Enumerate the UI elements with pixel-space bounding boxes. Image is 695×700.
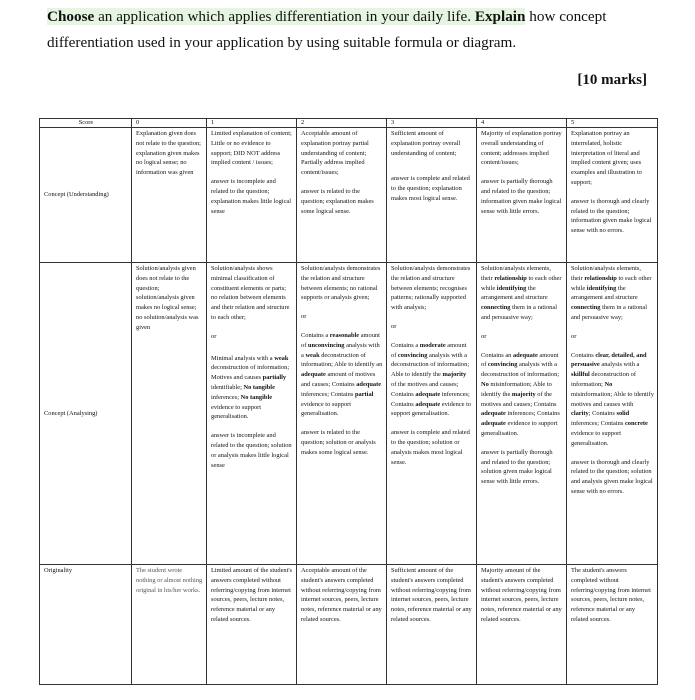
emphasis: identifying bbox=[496, 284, 527, 292]
text: inferences; Contains bbox=[505, 410, 560, 418]
text: amount of bbox=[391, 341, 467, 359]
emphasis: adequate bbox=[356, 380, 382, 388]
text: Solution/analysis elements, their bbox=[571, 265, 641, 282]
cell-text: Explanation portray an interrelated, holistic interpretation of literal and implied content given; uses examples and illustration to support; bbox=[571, 130, 642, 186]
emphasis: weak bbox=[274, 354, 289, 362]
question-keyword-explain: Explain bbox=[474, 8, 526, 25]
text: misinformation; Able to identify motives and causes with bbox=[571, 390, 654, 408]
cell-text: The student's answers completed without referring/copying from internet sources, peers, lecture notes, reference material or any related sources. bbox=[571, 567, 651, 623]
cell-originality-3 bbox=[387, 565, 477, 685]
emphasis: adequate bbox=[512, 351, 538, 359]
text: analysis with a deconstruction of information; Able to identify the bbox=[391, 351, 470, 379]
emphasis: No tangible bbox=[243, 383, 275, 391]
emphasis: partially bbox=[262, 374, 287, 382]
cell-understanding-4 bbox=[477, 128, 567, 263]
score-header-row bbox=[40, 119, 658, 128]
text: them in a rational and persuasive way; bbox=[481, 304, 557, 321]
cell-text: Limited explanation of content; Little or no evidence to support; DID NOT address implied content / issues; bbox=[211, 130, 292, 167]
emphasis: clear, detailed, and persuasive bbox=[571, 351, 647, 369]
cell-originality-4 bbox=[477, 565, 567, 685]
emphasis: No bbox=[604, 380, 613, 388]
text: analysis with a bbox=[301, 341, 380, 359]
row-understanding bbox=[40, 128, 658, 263]
cell-understanding-3 bbox=[387, 128, 477, 263]
cell-understanding-1 bbox=[207, 128, 297, 263]
question-text bbox=[47, 4, 657, 56]
emphasis: partial bbox=[354, 390, 374, 398]
emphasis: identifying bbox=[586, 284, 617, 292]
text: deconstruction of information; Able to identify an bbox=[301, 351, 383, 369]
question-part-1: an application which applies differentiation in your daily life. bbox=[94, 8, 475, 25]
text: inferences; Contains bbox=[391, 390, 470, 408]
emphasis: concrete bbox=[624, 420, 648, 428]
question-keyword-choose: Choose bbox=[47, 8, 95, 25]
text: deconstruction of information; Motives and causes bbox=[211, 364, 290, 382]
cell-text: Majority amount of the student's answers completed without referring/copying from internet sources, peers, lecture notes, reference material or any related sources. bbox=[481, 567, 562, 623]
text: evidence to support generalisation. bbox=[481, 420, 558, 437]
criterion-analysing-label: Concept (Analysing) bbox=[40, 263, 132, 565]
cell-text: Solution/analysis shows minimal classification of constituent elements or parts; no relation between elements and their relation and structure to each other; bbox=[211, 265, 290, 321]
marks-label: [10 marks] bbox=[577, 72, 647, 88]
cell-text: Explanation given does not relate to the question; explanation given makes no logical sense; no information was given bbox=[136, 130, 201, 177]
text: Contains a bbox=[301, 331, 330, 339]
cell-text: answer is complete and related to the question; solution or analysis makes most logical sense. bbox=[391, 429, 470, 466]
emphasis: weak bbox=[305, 351, 320, 359]
text: Solution/analysis elements, their bbox=[481, 265, 551, 282]
text: analysis with a deconstruction of information; bbox=[481, 361, 560, 379]
text: evidence to support generalisation. bbox=[301, 400, 352, 418]
text: Contains a bbox=[391, 341, 420, 349]
cell-analysing-2 bbox=[297, 263, 387, 565]
text: deconstruction of information; bbox=[571, 371, 636, 388]
cell-understanding-0 bbox=[132, 128, 207, 263]
cell-text: Sufficient amount of explanation portray overall understanding of content; bbox=[391, 130, 461, 157]
cell-text: answer is thorough and clearly related to the question; information given make logical sense with no errors. bbox=[571, 197, 652, 235]
text: the arrangement and structure bbox=[571, 284, 638, 302]
or-separator: or bbox=[301, 313, 307, 321]
criterion-originality-label: Originality bbox=[40, 565, 132, 685]
cell-text: Solution/analysis demonstrates the relation and structure between elements; no rational supports or analysis given; bbox=[301, 265, 381, 302]
text: evidence to support generalisation. bbox=[211, 403, 262, 421]
cell-originality-2 bbox=[297, 565, 387, 685]
or-separator: or bbox=[391, 322, 397, 330]
emphasis: reasonable bbox=[329, 331, 360, 339]
emphasis: majority bbox=[442, 371, 467, 379]
text: misinformation; Able to identify the bbox=[481, 380, 552, 398]
emphasis: adequate bbox=[415, 400, 441, 408]
text: of the motives and causes; Contains bbox=[481, 390, 557, 408]
text: evidence to support generalisation. bbox=[571, 429, 622, 447]
emphasis: moderate bbox=[419, 341, 446, 349]
emphasis: adequate bbox=[481, 420, 506, 428]
emphasis: No tangible bbox=[240, 393, 273, 401]
or-separator: or bbox=[571, 332, 577, 340]
emphasis: relationship bbox=[584, 274, 617, 282]
emphasis: convincing bbox=[487, 361, 518, 369]
cell-understanding-2 bbox=[297, 128, 387, 263]
text: inferences; bbox=[211, 393, 241, 401]
cell-text: answer is partially thorough and related to the question; information given make logical sense with little errors. bbox=[481, 178, 562, 215]
score-3: 3 bbox=[387, 119, 477, 128]
emphasis: solid bbox=[616, 410, 630, 418]
cell-text: answer is incomplete and related to the question; solution or analysis makes little logical sense bbox=[211, 432, 292, 469]
cell-text: answer is partially thorough and related to the question; solution given make logical sense with little errors. bbox=[481, 448, 553, 486]
cell-text bbox=[481, 264, 563, 323]
cell-analysing-3 bbox=[387, 263, 477, 565]
cell-originality-5 bbox=[567, 565, 658, 685]
cell-understanding-5 bbox=[567, 128, 658, 263]
or-separator: or bbox=[481, 332, 487, 340]
emphasis: adequate bbox=[301, 371, 326, 379]
text: evidence to support generalisation. bbox=[391, 400, 472, 418]
text: identifiable; bbox=[211, 383, 244, 391]
score-2: 2 bbox=[297, 119, 387, 128]
or-separator: or bbox=[211, 332, 217, 340]
text: Contains bbox=[571, 351, 596, 359]
emphasis: relationship bbox=[494, 274, 527, 282]
score-4: 4 bbox=[477, 119, 567, 128]
cell-text: The student wrote nothing or almost nothing original in his/her works. bbox=[136, 567, 203, 594]
rubric-table bbox=[39, 118, 658, 685]
cell-text: answer is complete and related to the question; explanation makes most logical sense. bbox=[391, 175, 470, 202]
score-1: 1 bbox=[207, 119, 297, 128]
text: Contains an bbox=[481, 351, 513, 359]
cell-analysing-1 bbox=[207, 263, 297, 565]
cell-text: Solution/analysis demonstrates the relation and structure between elements; recognises patterns; rationally supported with analysis; bbox=[391, 265, 471, 312]
row-originality bbox=[40, 565, 658, 685]
text: them in a rational and persuasive way; bbox=[571, 304, 647, 321]
cell-text: Limited amount of the student's answers completed without referring/copying from internet sources, peers, lecture notes, reference material or any related sources. bbox=[211, 567, 293, 623]
text: to each other while bbox=[571, 274, 652, 292]
emphasis: adequate bbox=[415, 390, 441, 398]
text: inferences; Contains bbox=[571, 420, 625, 428]
cell-text bbox=[571, 351, 654, 449]
emphasis: adequate bbox=[481, 410, 506, 418]
cell-text: Acceptable amount of the student's answers completed without referring/copying from internet sources, peers, lecture notes, reference material or any related sources. bbox=[301, 567, 382, 623]
cell-text: answer is related to the question; explanation makes some logical sense. bbox=[301, 187, 374, 215]
cell-text bbox=[571, 264, 654, 323]
text: of the motives and causes; Contains bbox=[391, 380, 459, 398]
emphasis: majority bbox=[511, 390, 536, 398]
text: to each other while bbox=[481, 274, 562, 292]
text: amount of bbox=[301, 331, 380, 349]
text: the arrangement and structure bbox=[481, 284, 548, 302]
cell-text bbox=[301, 331, 383, 419]
cell-text: answer is thorough and clearly related to the question; solution and analysis given make logical sense with no errors. bbox=[571, 458, 653, 495]
text: Minimal analysis with a bbox=[211, 354, 275, 362]
criterion-understanding-label: Concept (Understanding) bbox=[40, 128, 132, 263]
question-part-2: how concept differentiation used in your application by using suitable formula or diagram. bbox=[47, 8, 607, 51]
cell-text: Acceptable amount of explanation portray partial understanding of content; Partially address implied content/issues; bbox=[301, 130, 369, 177]
score-0: 0 bbox=[132, 119, 207, 128]
emphasis: connecting bbox=[571, 304, 601, 312]
emphasis: convincing bbox=[397, 351, 428, 359]
emphasis: No bbox=[481, 380, 489, 388]
row-analysing bbox=[40, 263, 658, 565]
cell-text bbox=[481, 351, 563, 439]
text: amount of bbox=[481, 351, 559, 369]
cell-text: Sufficient amount of the student's answers completed without referring/copying from internet sources, peers, lecture notes, reference material or any related sources. bbox=[391, 567, 472, 623]
emphasis: skillful bbox=[571, 371, 590, 379]
cell-text: Majority of explanation portray overall understanding of content; addresses implied content/issues; bbox=[481, 130, 562, 167]
cell-text: answer is related to the question; solution or analysis makes some logical sense. bbox=[301, 429, 376, 456]
score-header-label: Score bbox=[40, 119, 132, 128]
emphasis: clarity bbox=[571, 410, 589, 418]
cell-analysing-4 bbox=[477, 263, 567, 565]
cell-analysing-0 bbox=[132, 263, 207, 565]
cell-text bbox=[391, 341, 473, 419]
emphasis: unconvincing bbox=[307, 341, 345, 349]
cell-analysing-5 bbox=[567, 263, 658, 565]
cell-originality-0 bbox=[132, 565, 207, 685]
cell-text: answer is incomplete and related to the question; explanation makes little logical sense bbox=[211, 178, 292, 215]
text: ; Contains bbox=[588, 410, 617, 418]
cell-text: Solution/analysis given does not relate to the question; solution/analysis given makes no logical sense; no solution/analysis was given bbox=[136, 265, 199, 331]
score-5: 5 bbox=[567, 119, 658, 128]
cell-text bbox=[211, 354, 293, 423]
text: amount of motives and causes; Contains bbox=[301, 371, 376, 388]
emphasis: connecting bbox=[481, 304, 511, 312]
text: analysis with a bbox=[599, 361, 640, 369]
text: inferences; Contains bbox=[301, 390, 355, 398]
cell-originality-1 bbox=[207, 565, 297, 685]
